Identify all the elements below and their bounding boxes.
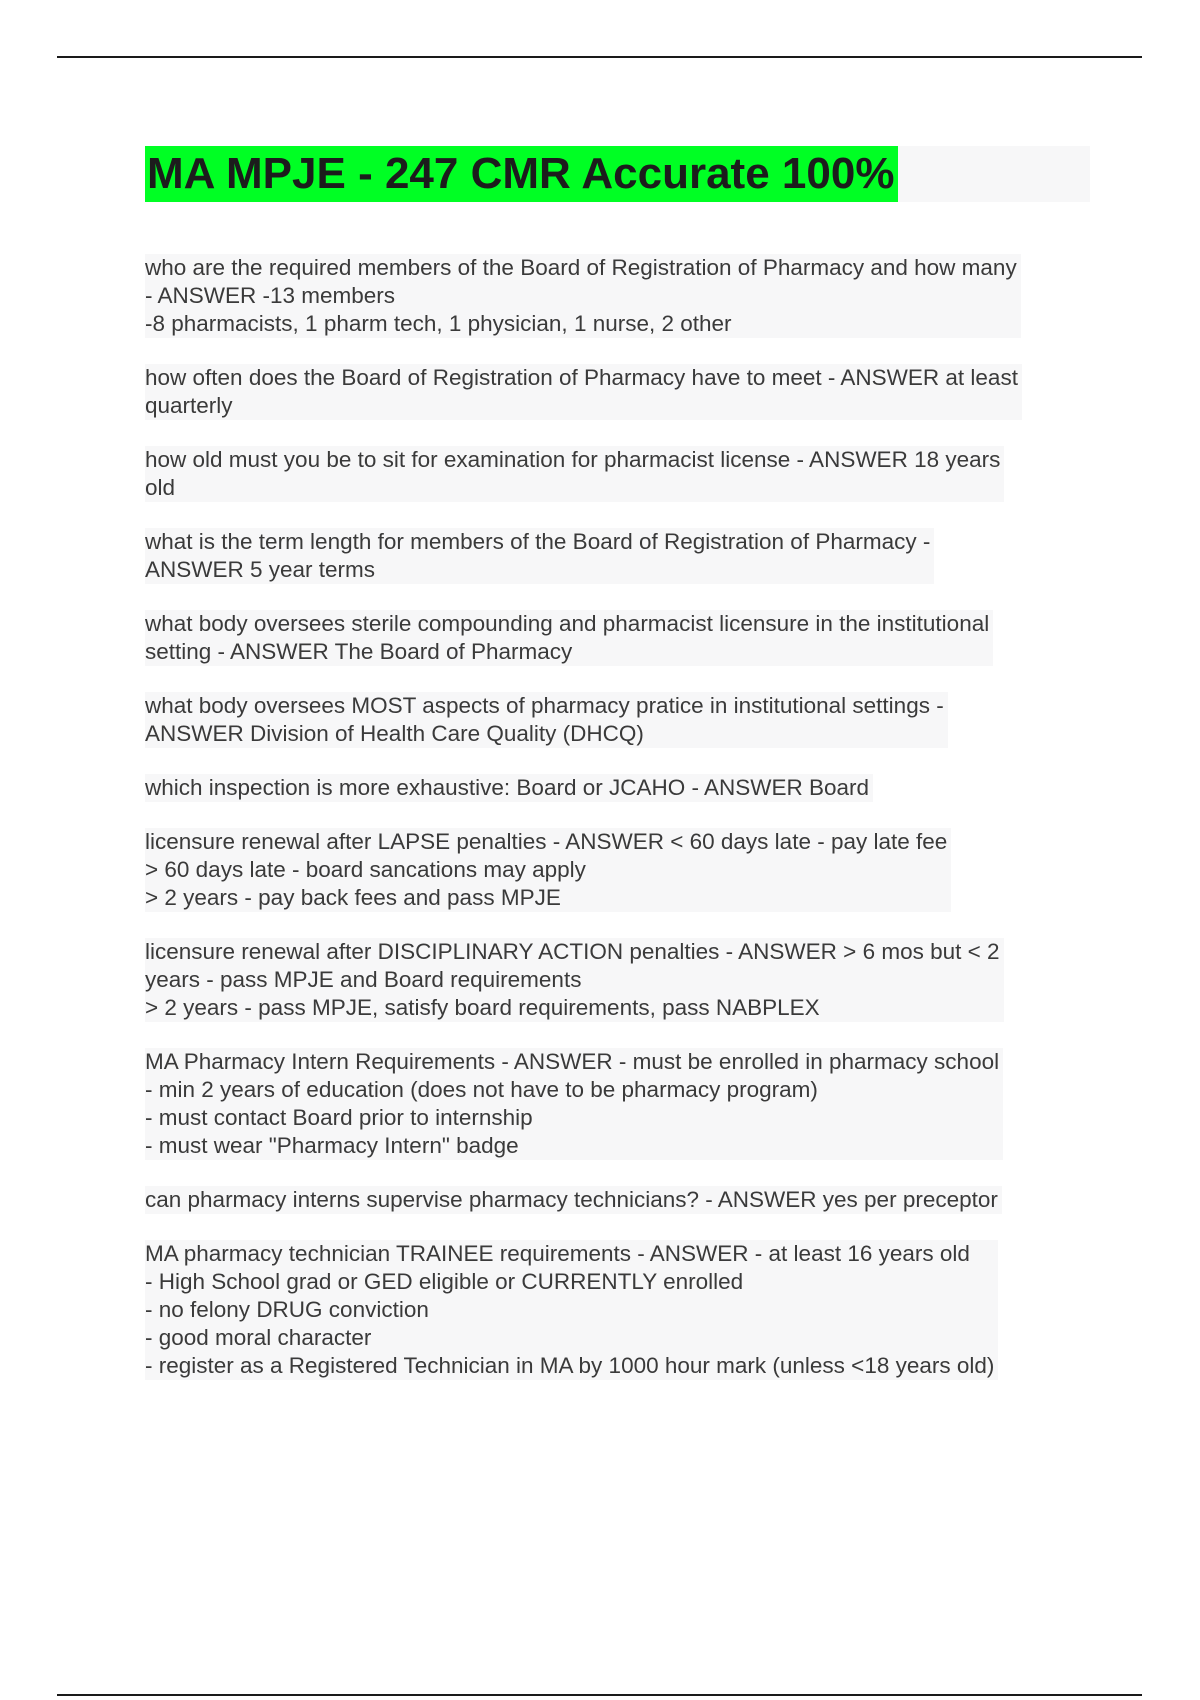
qa-entry-line: years - pass MPJE and Board requirements — [145, 967, 582, 992]
qa-entry-line: what body oversees sterile compounding and pharmacist licensure in the institutional — [145, 611, 990, 636]
qa-entry-line: > 2 years - pass MPJE, satisfy board requirements, pass NABPLEX — [145, 995, 820, 1020]
qa-entry — [145, 364, 1022, 420]
qa-entry-line: ANSWER Division of Health Care Quality (DHCQ) — [145, 721, 644, 746]
qa-entry-line: quarterly — [145, 393, 233, 418]
qa-entry-line: how old must you be to sit for examination for pharmacist license - ANSWER 18 years — [145, 447, 1001, 472]
qa-entry-line: > 60 days late - board sancations may apply — [145, 857, 586, 882]
document-body — [145, 146, 1090, 1406]
document-title: MA MPJE - 247 CMR Accurate 100% — [145, 146, 898, 202]
qa-entry-line: setting - ANSWER The Board of Pharmacy — [145, 639, 573, 664]
qa-entry-line: - ANSWER -13 members — [145, 283, 396, 308]
qa-entry — [145, 828, 951, 912]
qa-entry-line: > 2 years - pay back fees and pass MPJE — [145, 885, 561, 910]
qa-entry-line: - High School grad or GED eligible or CURRENTLY enrolled — [145, 1269, 744, 1294]
qa-entry-line: which inspection is more exhaustive: Board or JCAHO - ANSWER Board — [145, 775, 870, 800]
qa-entry — [145, 254, 1021, 338]
qa-entry — [145, 1048, 1003, 1160]
qa-entry-line: - good moral character — [145, 1325, 372, 1350]
qa-entry — [145, 528, 934, 584]
qa-entry — [145, 1186, 1002, 1214]
bottom-rule — [57, 1694, 1142, 1696]
qa-entry-line: can pharmacy interns supervise pharmacy technicians? - ANSWER yes per preceptor — [145, 1187, 998, 1212]
qa-entry-line: - must wear "Pharmacy Intern" badge — [145, 1133, 519, 1158]
qa-entry-line: what is the term length for members of the Board of Registration of Pharmacy - — [145, 529, 931, 554]
qa-entry-line: -8 pharmacists, 1 pharm tech, 1 physician, 1 nurse, 2 other — [145, 311, 732, 336]
qa-entry-line: licensure renewal after DISCIPLINARY ACTION penalties - ANSWER > 6 mos but < 2 — [145, 939, 1000, 964]
qa-entries — [145, 254, 1090, 1380]
qa-entry-line: ANSWER 5 year terms — [145, 557, 376, 582]
qa-entry-line: what body oversees MOST aspects of pharmacy pratice in institutional settings - — [145, 693, 944, 718]
qa-entry — [145, 1240, 998, 1380]
qa-entry-line: who are the required members of the Board of Registration of Pharmacy and how many — [145, 255, 1017, 280]
qa-entry — [145, 610, 993, 666]
qa-entry — [145, 938, 1004, 1022]
qa-entry-line: old — [145, 475, 176, 500]
qa-entry-line: - must contact Board prior to internship — [145, 1105, 533, 1130]
qa-entry-line: - register as a Registered Technician in MA by 1000 hour mark (unless <18 years old) — [145, 1353, 995, 1378]
qa-entry-line: - min 2 years of education (does not have to be pharmacy program) — [145, 1077, 818, 1102]
qa-entry-line: MA Pharmacy Intern Requirements - ANSWER - must be enrolled in pharmacy school — [145, 1049, 1000, 1074]
qa-entry-line: - no felony DRUG conviction — [145, 1297, 429, 1322]
title-bar — [145, 146, 1090, 202]
qa-entry-line: licensure renewal after LAPSE penalties - ANSWER < 60 days late - pay late fee — [145, 829, 948, 854]
qa-entry — [145, 774, 873, 802]
qa-entry — [145, 446, 1004, 502]
qa-entry — [145, 692, 948, 748]
top-rule — [57, 56, 1142, 58]
qa-entry-line: MA pharmacy technician TRAINEE requirements - ANSWER - at least 16 years old — [145, 1241, 970, 1266]
qa-entry-line: how often does the Board of Registration of Pharmacy have to meet - ANSWER at least — [145, 365, 1018, 390]
